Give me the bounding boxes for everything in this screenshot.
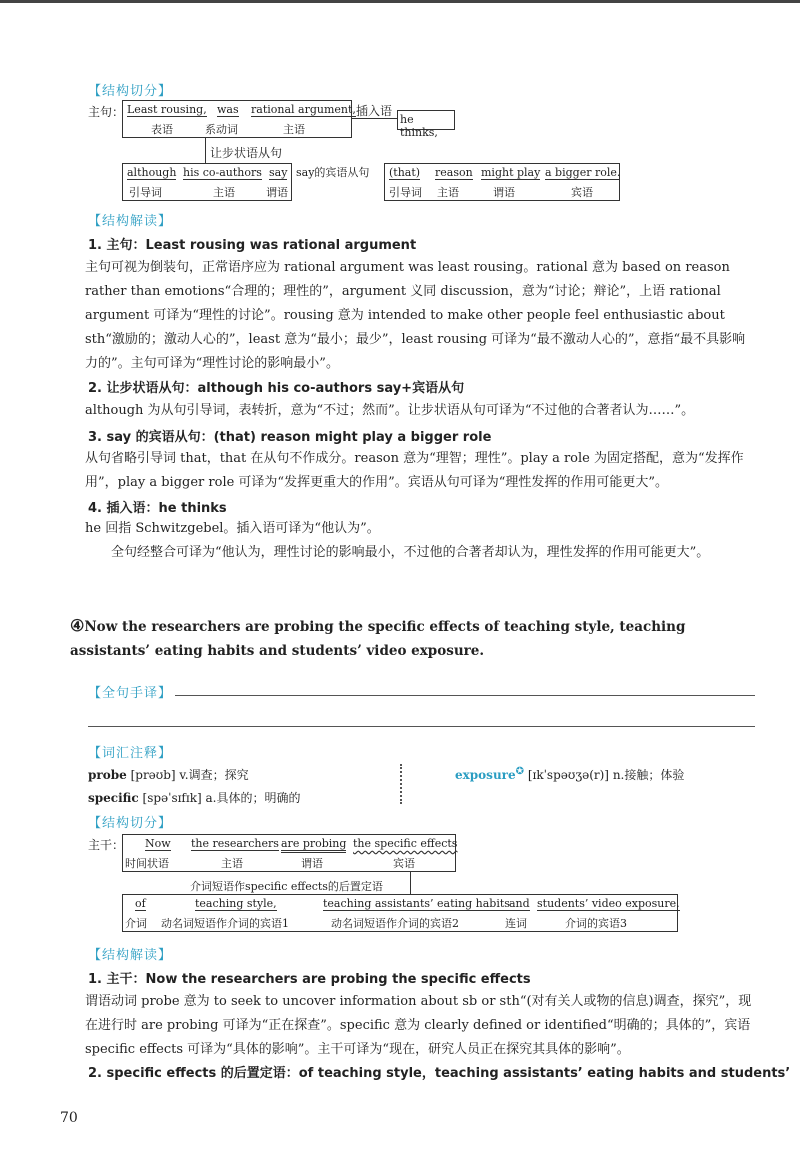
- vocab-word: probe: [88, 768, 127, 782]
- vocab-ipa: [ɪkˈspəʊʒə(r)]: [527, 768, 609, 782]
- word: reason: [435, 166, 473, 179]
- word: and: [509, 897, 530, 910]
- word: a bigger role.: [545, 166, 621, 179]
- role: 连词: [505, 917, 527, 930]
- vocab-word: exposure: [455, 768, 516, 782]
- main-label: 主干：: [88, 838, 125, 852]
- word: of: [135, 897, 146, 910]
- divider-ornament: [400, 764, 410, 804]
- section-vocab-notes: 【词汇注释】: [88, 746, 173, 761]
- main-box: [122, 834, 456, 872]
- role: 引导词: [389, 186, 422, 199]
- word: are probing: [281, 837, 346, 853]
- explain-paragraph: 谓语动词 probe 意为 to seek to uncover information about sb or sth“(对有关人或物的信息)调查，探究”，现在进行时 are probing 可译为“正在探查”。specific 意为 clearly defined or identified“明确的；具体的”，宾语 specific effects 可译为“具体的影响”。主干可译为“现在，研究人员正在探究其具体的影响”。: [85, 994, 752, 1057]
- object-clause-box: [384, 163, 620, 201]
- section-translate-practice: 【全句手译】: [88, 686, 173, 701]
- explain-heading: 4. 插入语：he thinks: [88, 501, 227, 516]
- role: 动名词短语作介词的宾语2: [331, 917, 459, 930]
- section-structure-split: 【结构切分】: [88, 84, 173, 99]
- word: (that): [389, 166, 421, 179]
- vocab-specific: [88, 789, 300, 806]
- top-rule: [0, 0, 800, 3]
- role: 谓语: [493, 186, 515, 199]
- explain-heading: 1. 主干：Now the researchers are probing the specific effects: [88, 972, 531, 987]
- explain-paragraph: 全句经整合可译为“他认为，理性讨论的影响最小，不过他的合著者却认为，理性发挥的作用可能更大”。: [111, 545, 710, 560]
- role: 介词: [125, 917, 147, 930]
- role: 动名词短语作介词的宾语1: [161, 917, 289, 930]
- role: 时间状语: [125, 857, 169, 870]
- star-icon: ✪: [515, 766, 525, 777]
- word: Now: [145, 837, 171, 850]
- answer-line[interactable]: [175, 695, 755, 696]
- word: Least rousing,: [127, 103, 207, 116]
- sentence-number: ④: [70, 616, 85, 635]
- section-structure-explain: 【结构解读】: [88, 948, 173, 963]
- word: the researchers: [191, 837, 279, 850]
- word: might play: [481, 166, 541, 179]
- main-clause-box: [122, 100, 356, 138]
- concession-label: 让步状语从句: [210, 146, 283, 160]
- post-modifier-label: 介词短语作specific effects的后置定语: [190, 880, 383, 893]
- role: 宾语: [393, 857, 415, 870]
- explain-heading: 1. 主句：Least rousing was rational argument: [88, 238, 417, 253]
- vocab-ipa: [prəʊb]: [130, 768, 176, 782]
- role: 谓语: [301, 857, 323, 870]
- role: 主语: [283, 123, 305, 136]
- explain-paragraph: although 为从句引导词，表转折，意为“不过；然而”。让步状语从句可译为“不过他的合著者认为……”。: [85, 403, 695, 418]
- word: the specific effects: [353, 837, 458, 850]
- arrow-line: [410, 872, 411, 894]
- role: 谓语: [266, 186, 288, 199]
- word: although: [127, 166, 177, 179]
- word: students’ video exposure.: [537, 897, 680, 910]
- explain-paragraph: 主句可视为倒装句，正常语序应为 rational argument was least rousing。rational 意为 based on reason rather than emotions“合理的；理性的”，argument 义同 discussion，意为“讨论；辩论”，上语 rational argument 可译为“理性的讨论”。rousing 意为 intended to make other people feel enthusiastic about sth“激励的；激动人心的”，least 意为“最小；最少”，least rousing 可译为“最不激动人心的”，意指“最不具影响力的”。主句可译为“理性讨论的影响最小”。: [85, 260, 746, 371]
- vocab-definition: v.调查；探究: [179, 768, 249, 782]
- vocab-definition: n.接触；体验: [612, 768, 685, 782]
- sentence-4: [70, 614, 760, 663]
- insert-label: 插入语: [356, 104, 393, 118]
- vocab-probe: [88, 766, 249, 783]
- explain-heading: 2. 让步状语从句：although his co-authors say+宾语从句: [88, 381, 465, 396]
- word: was: [217, 103, 239, 116]
- word: teaching assistants’ eating habits: [323, 897, 510, 910]
- pp-box: [122, 894, 678, 932]
- explain-heading: 2. specific effects 的后置定语：of teaching style，teaching assistants’ eating habits and students’: [88, 1066, 791, 1081]
- vocab-exposure: [455, 766, 684, 783]
- word: say: [269, 166, 288, 179]
- concession-box: [122, 163, 292, 201]
- vocab-definition: a.具体的；明确的: [205, 791, 301, 805]
- section-structure-explain: 【结构解读】: [88, 214, 173, 229]
- explain-heading: 3. say 的宾语从句：(that) reason might play a bigger role: [88, 430, 492, 445]
- vocab-ipa: [spəˈsɪfɪk]: [142, 791, 202, 805]
- arrow-line: [352, 118, 397, 119]
- role: 介词的宾语3: [565, 917, 627, 930]
- page-number: 70: [60, 1110, 78, 1126]
- word: teaching style,: [195, 897, 277, 910]
- role: 主语: [437, 186, 459, 199]
- insert-box: [397, 110, 455, 139]
- insert-text: he thinks,: [400, 113, 438, 139]
- word: rational argument,: [251, 103, 356, 116]
- sentence-text: Now the researchers are probing the specific effects of teaching style, teaching assistants’ eating habits and students’ video exposure.: [70, 619, 686, 659]
- explain-paragraph: he 回指 Schwitzgebel。插入语可译为“他认为”。: [85, 521, 380, 536]
- vocab-word: specific: [88, 791, 139, 805]
- explain-paragraph: 从句省略引导词 that，that 在从句不作成分。reason 意为“理智；理性”。play a role 为固定搭配，意为“发挥作用”，play a bigger role 可译为“发挥更重大的作用”。宾语从句可译为“理性发挥的作用可能更大”。: [85, 451, 744, 490]
- role: 主语: [221, 857, 243, 870]
- role: 表语: [151, 123, 173, 136]
- role: 系动词: [205, 123, 238, 136]
- role: 引导词: [129, 186, 162, 199]
- role: 主语: [213, 186, 235, 199]
- word: his co-authors: [183, 166, 262, 179]
- say-object-label: say的宾语从句: [296, 166, 370, 179]
- arrow-line: [205, 138, 206, 164]
- answer-line[interactable]: [88, 726, 755, 727]
- section-structure-split: 【结构切分】: [88, 816, 173, 831]
- main-label: 主句：: [88, 105, 125, 119]
- role: 宾语: [571, 186, 593, 199]
